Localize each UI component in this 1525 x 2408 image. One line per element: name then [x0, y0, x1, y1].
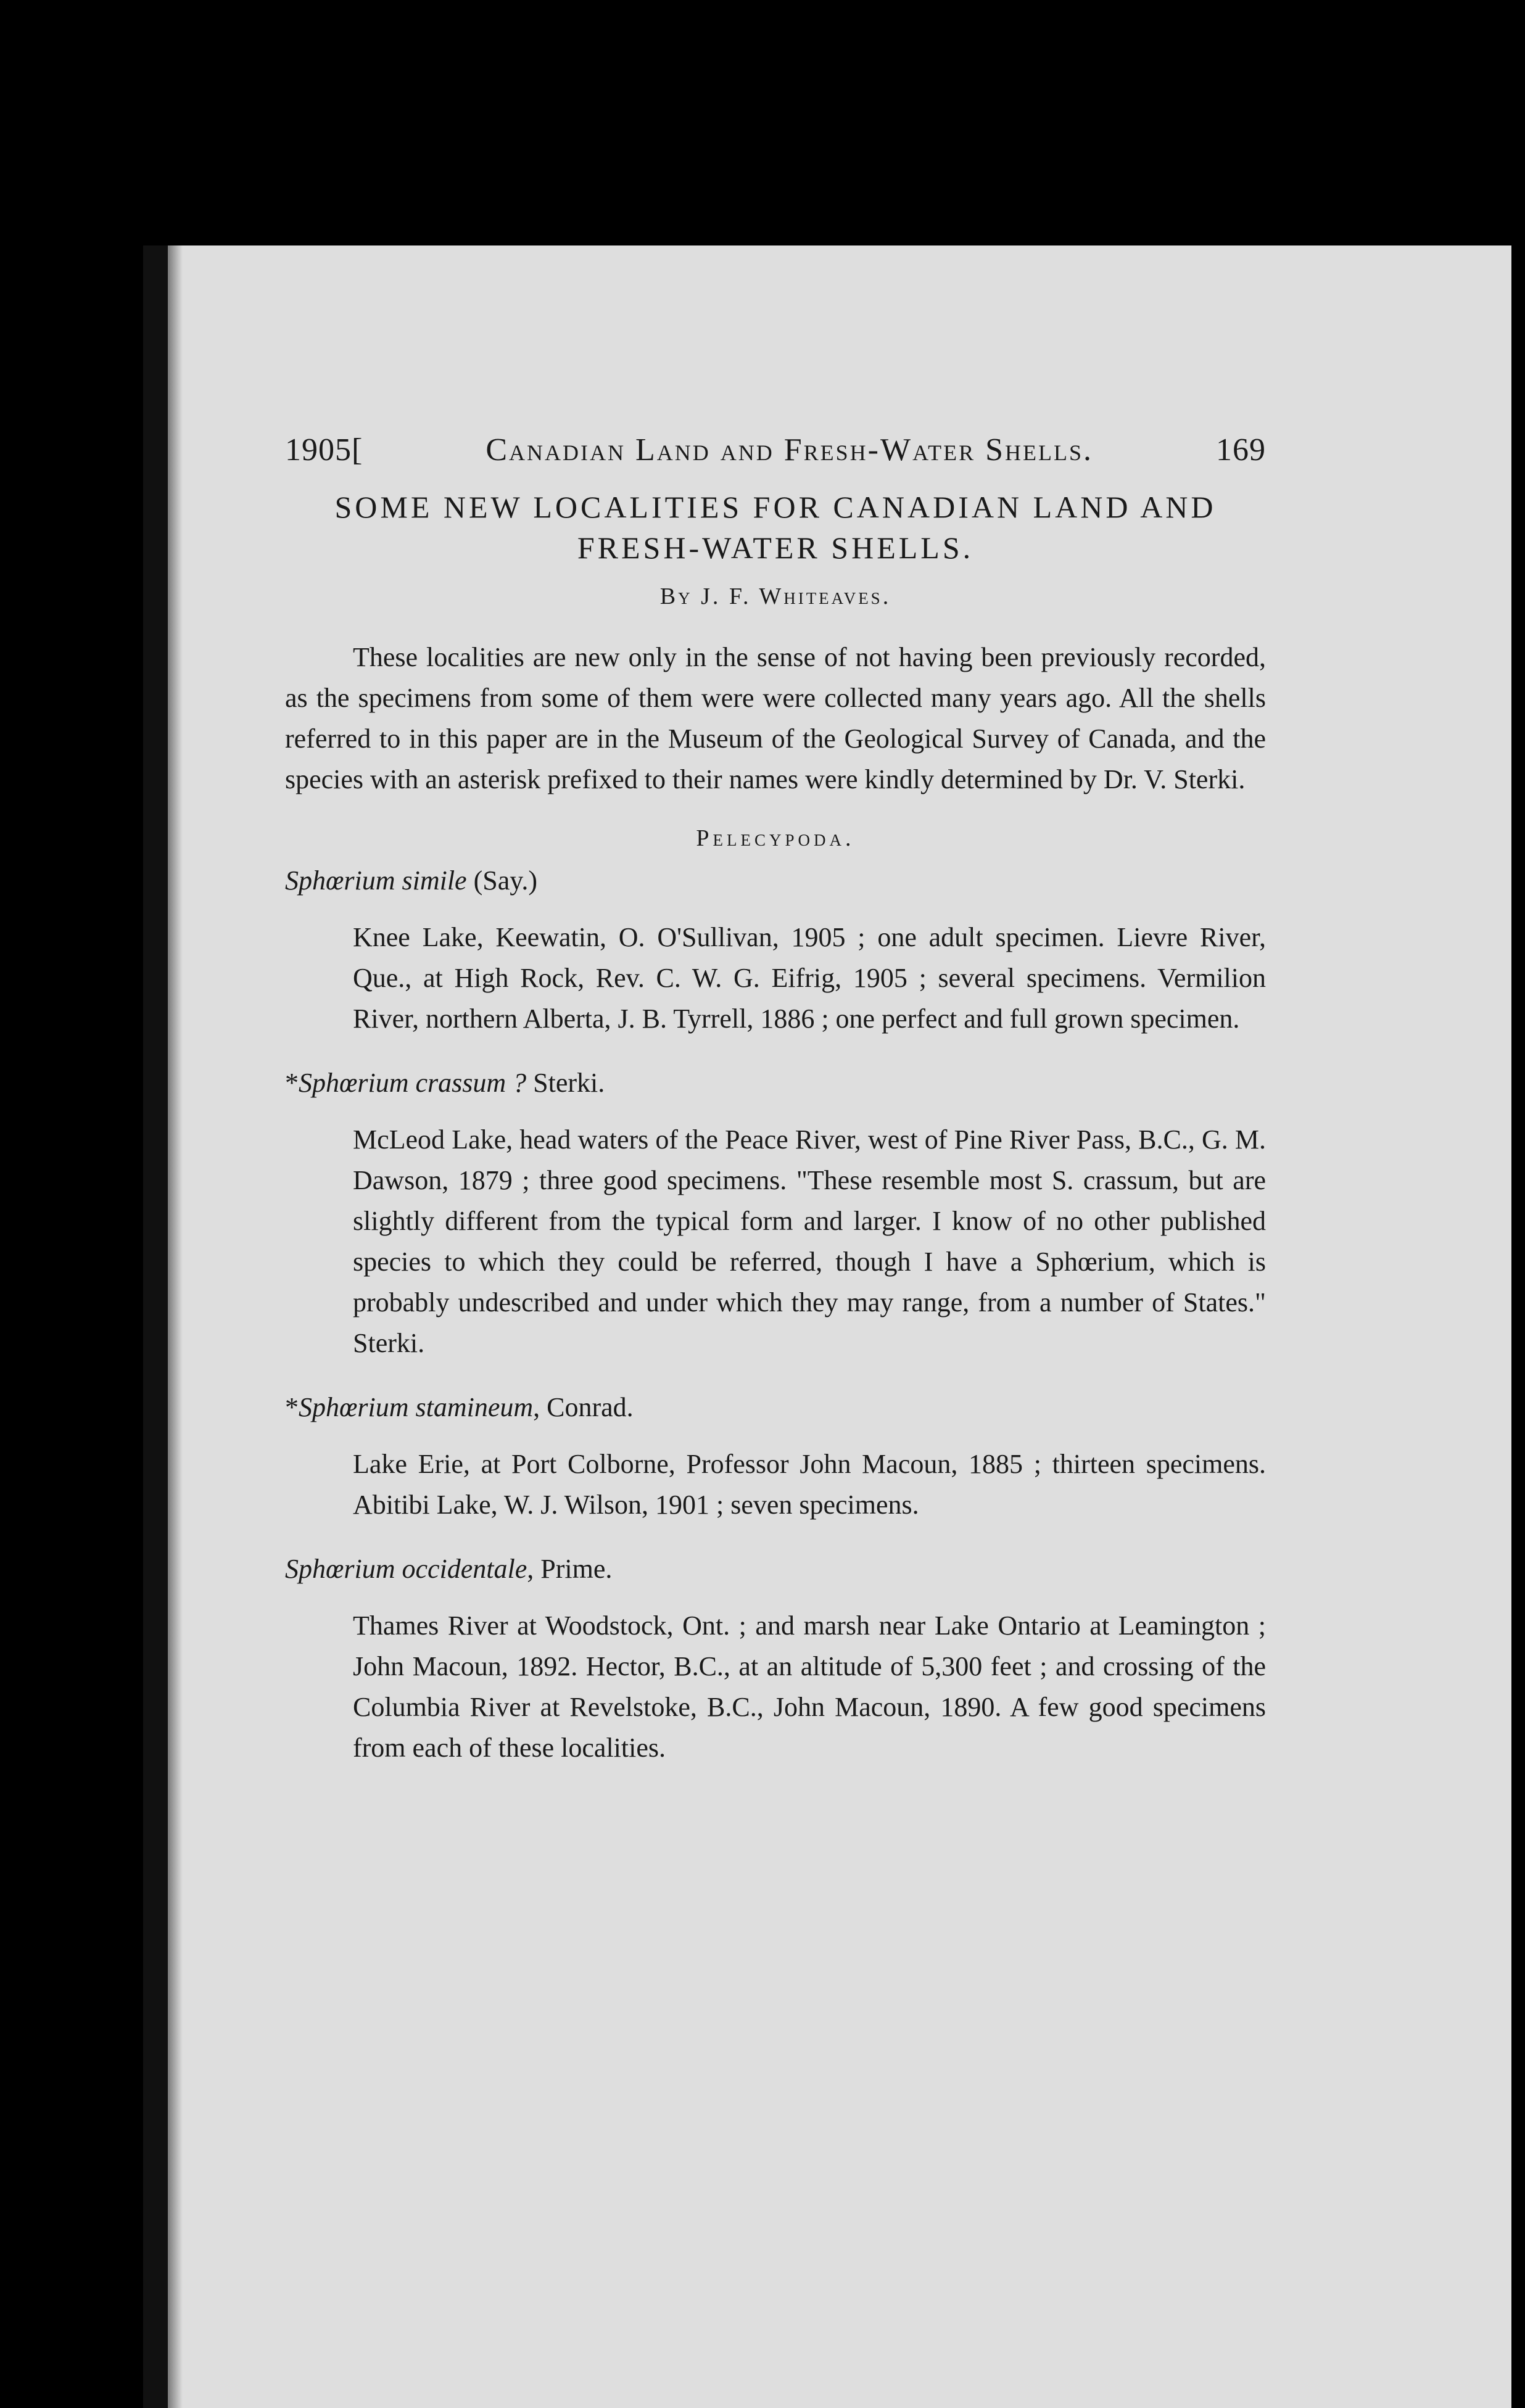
species-prefix: * [285, 1392, 299, 1422]
binding-shadow [143, 245, 168, 2408]
species-heading [285, 860, 1266, 901]
gutter-shadow [168, 245, 183, 2408]
species-localities: Lake Erie, at Port Colborne, Professor John Macoun, 1885 ; thirteen specimens. Abitibi Lake, W. J. Wilson, 1901 ; seven specimens. [353, 1449, 1266, 1520]
article-title-line1: SOME NEW LOCALITIES FOR CANADIAN LAND AND [334, 490, 1217, 524]
header-year: 1905[ [285, 432, 363, 468]
running-head [285, 432, 1266, 468]
species-author: (Say.) [466, 865, 538, 896]
page-number: 169 [1216, 432, 1266, 468]
species-entry [285, 860, 1266, 1039]
species-author: , Conrad. [533, 1392, 634, 1422]
species-localities: Knee Lake, Keewatin, O. O'Sullivan, 1905 ; one adult specimen. Lievre River, Que., at High Rock, Rev. C. W. G. Eifrig, 1905 ; several specimens. Vermilion River, northern Alberta, J. B. Tyrrell, 1886 ; one perfect and full grown specimen. [353, 922, 1266, 1034]
species-author: , Prime. [527, 1554, 613, 1584]
species-heading [285, 1063, 1266, 1103]
species-heading [285, 1387, 1266, 1428]
species-name: Sphœrium stamineum [299, 1392, 534, 1422]
section-heading: Pelecypoda. [696, 825, 855, 851]
species-heading [285, 1549, 1266, 1590]
article-title [285, 487, 1266, 568]
species-localities: McLeod Lake, head waters of the Peace River, west of Pine River Pass, B.C., G. M. Dawson, 1879 ; three good specimens. "These resemble most S. crassum, but are slightly different from the typical form and larger. I know of no other published species to which they could be referred, though I have a Sphœrium, which is probably undescribed and under which they may range, from a number of States." Sterki. [353, 1124, 1266, 1358]
article-title-line2: FRESH-WATER SHELLS. [577, 530, 974, 565]
running-title: Canadian Land and Fresh-Water Shells. [486, 432, 1093, 468]
byline: By J. F. Whiteaves. [659, 583, 891, 609]
species-name: Sphœrium simile [285, 865, 467, 896]
species-name: Sphœrium occidentale [285, 1554, 527, 1584]
intro-paragraph: These localities are new only in the sense of not having been previously recorded, as the specimens from some of them were were collected many years ago. All the shells referred to in this paper are in the Museum of the Geological Survey of Canada, and the species with an asterisk prefixed to their names were kindly determined by Dr. V. Sterki. [285, 642, 1266, 794]
species-entry [285, 1549, 1266, 1768]
page-content [285, 432, 1266, 1792]
species-author: Sterki. [526, 1068, 605, 1098]
species-name: Sphœrium crassum ? [299, 1068, 527, 1098]
species-localities: Thames River at Woodstock, Ont. ; and marsh near Lake Ontario at Leamington ; John Macoun, 1892. Hector, B.C., at an altitude of 5,300 feet ; and crossing of the Columbia River at Revelstoke, B.C., John Macoun, 1890. A few good specimens from each of these localities. [353, 1610, 1266, 1763]
species-entry [285, 1387, 1266, 1525]
species-entry [285, 1063, 1266, 1364]
species-prefix: * [285, 1068, 299, 1098]
